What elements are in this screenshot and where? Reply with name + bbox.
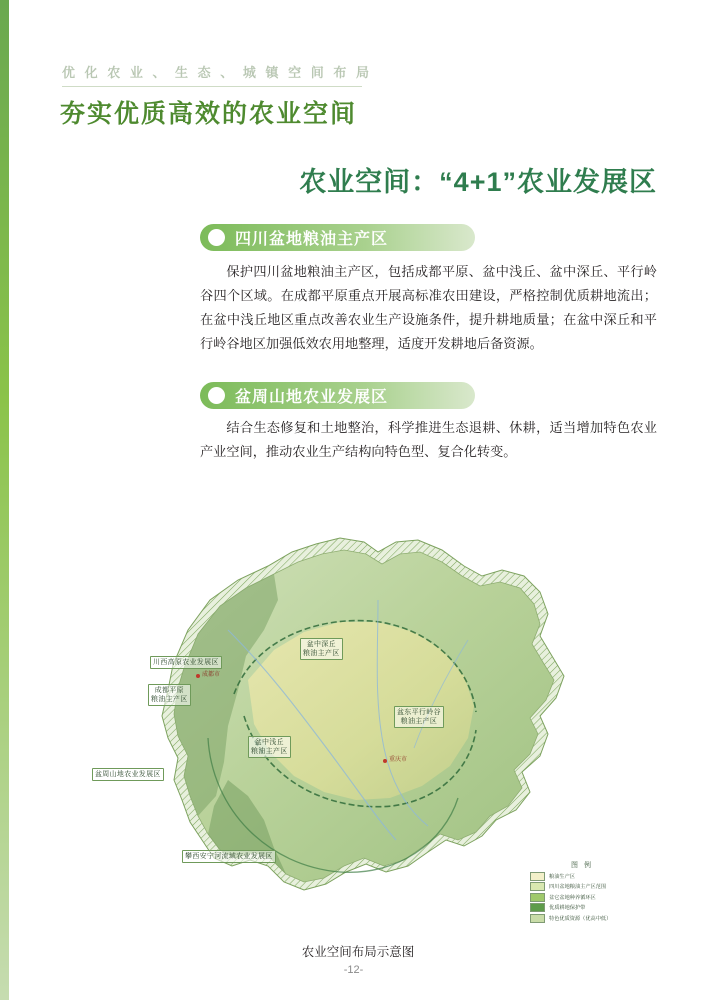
city-label-chongqing: 重庆市 [389, 757, 408, 763]
map-region-label-penzhong-shenqiu: 盆中深丘 粮油主产区 [300, 638, 343, 660]
city-marker-chengdu [196, 674, 200, 678]
legend-item-label: 四川盆地粮油主产区范围 [549, 884, 607, 890]
kicker-divider [62, 86, 362, 87]
map-region-label-pendong: 盆东平行岭谷 粮油主产区 [394, 706, 444, 728]
bullet-circle-icon [208, 229, 225, 246]
subsection-banner-1-label: 四川盆地粮油主产区 [235, 231, 389, 248]
page-number: -12- [343, 964, 364, 976]
legend-item-label: 粮油生产区 [549, 873, 575, 880]
map-legend [530, 860, 634, 925]
chapter-title: 夯实优质高效的农业空间 [60, 100, 358, 128]
subsection-banner-2 [200, 382, 475, 409]
legend-swatch-icon [530, 872, 545, 881]
section-title: 农业空间：“4+1”农业发展区 [299, 167, 657, 197]
map-region-label-panxi: 攀西安宁河流域农业发展区 [182, 850, 276, 863]
chapter-kicker: 优 化 农 业 、 生 态 、 城 镇 空 间 布 局 [62, 65, 372, 80]
legend-item [530, 893, 634, 902]
legend-item [530, 903, 634, 912]
page-edge-bar [0, 0, 9, 1000]
legend-swatch-icon [530, 882, 545, 891]
legend-item [530, 914, 634, 923]
map-region-label-penzhou: 盆周山地农业发展区 [92, 768, 164, 781]
map-region-label-penzhong-qianqiu: 盆中浅丘 粮油主产区 [248, 736, 291, 758]
legend-swatch-icon [530, 914, 545, 923]
city-label-chengdu: 成都市 [202, 672, 221, 678]
subsection-banner-1 [200, 224, 475, 251]
map-region-label-chuanxi: 川西高原农业发展区 [150, 656, 222, 669]
city-marker-chongqing [383, 759, 387, 763]
legend-swatch-icon [530, 903, 545, 912]
subsection-banner-2-label: 盆周山地农业发展区 [235, 389, 389, 406]
legend-swatch-icon [530, 893, 545, 902]
legend-title: 图 例 [571, 861, 593, 869]
map-region-label-chengdu: 成都平原 粮油主产区 [148, 684, 191, 706]
legend-item [530, 872, 634, 881]
bullet-circle-icon [208, 387, 225, 404]
subsection-paragraph-2: 结合生态修复和土地整治，科学推进生态退耕、休耕，适当增加特色农业产业空间，推动农业生产结构向特色型、复合化转变。 [200, 420, 657, 459]
map-figure [78, 480, 638, 959]
figure-caption: 农业空间布局示意图 [301, 945, 415, 959]
legend-item-label: 特色优质资源（优高中低） [549, 915, 612, 922]
legend-item-label: 优质耕地保护带 [549, 905, 586, 911]
subsection-paragraph-1: 保护四川盆地粮油主产区，包括成都平原、盆中浅丘、盆中深丘、平行岭谷四个区域。在成都平原重点开展高标准农田建设，严格控制优质耕地流出；在盆中浅丘地区重点改善农业生产设施条件，提升耕地质量；在盆中深丘和平行岭谷地区加强低效农用地整理，适度开发耕地后备资源。 [200, 264, 657, 351]
legend-item-label: 盆它盆地种养循环区 [549, 894, 596, 901]
legend-item [530, 882, 634, 891]
